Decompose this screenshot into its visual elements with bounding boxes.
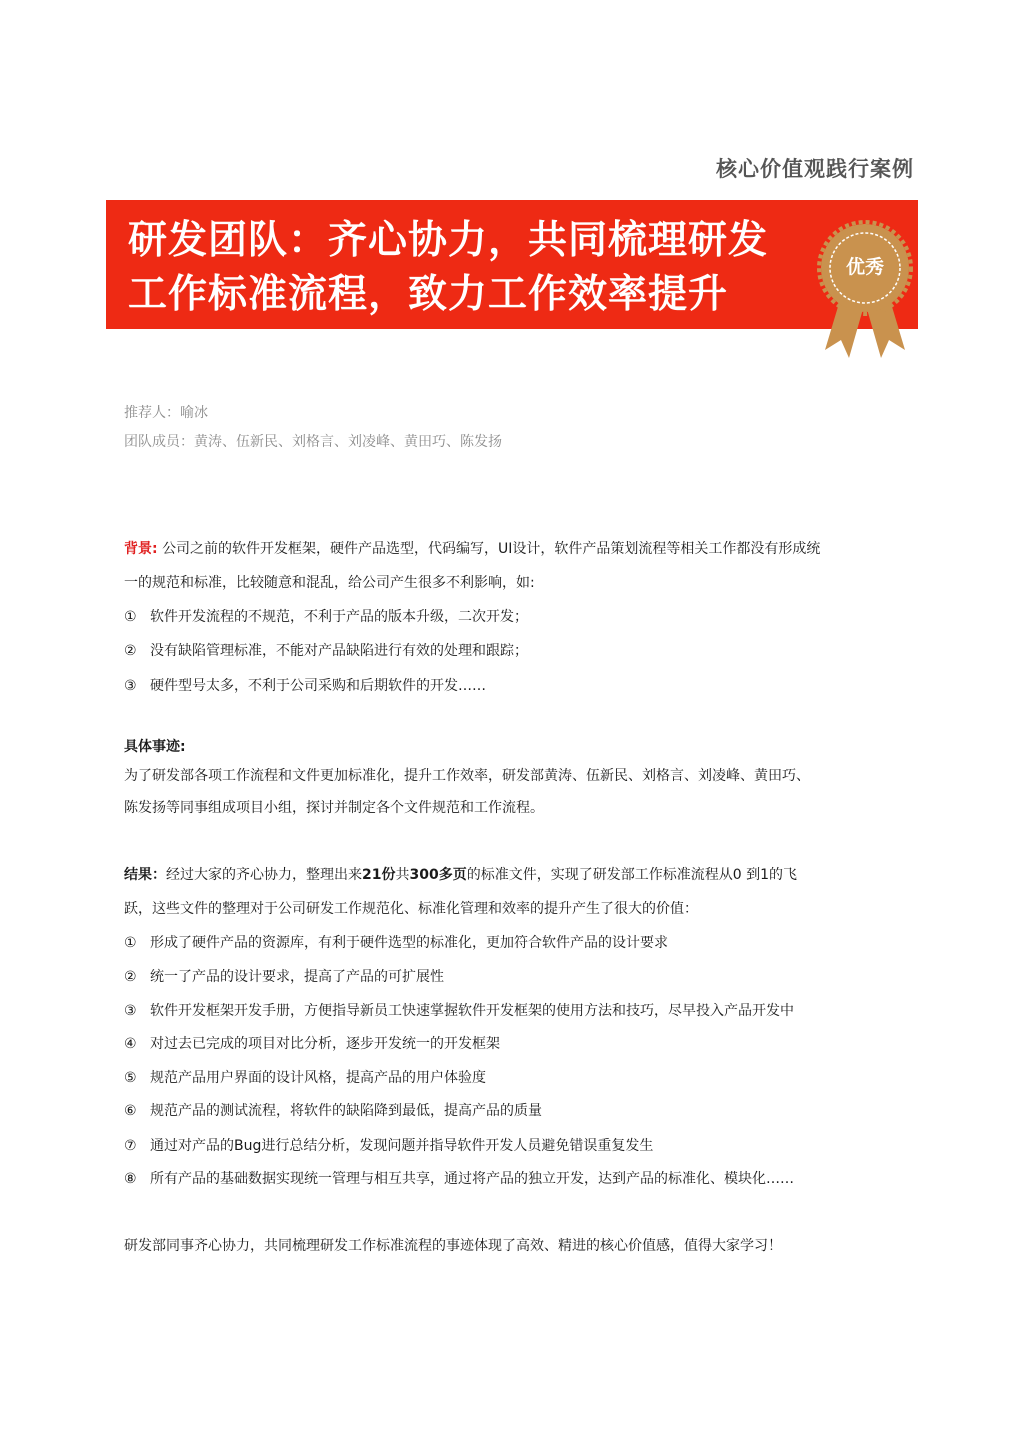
list-item-text: 规范产品用户界面的设计风格，提高产品的用户体验度 xyxy=(150,1070,486,1086)
result-list-item xyxy=(124,1033,500,1053)
title-banner xyxy=(106,200,918,329)
award-ribbon-badge xyxy=(815,220,905,360)
background-text-2: 一的规范和标准，比较随意和混乱，给公司产生很多不利影响，如: xyxy=(124,575,535,591)
result-label: 结果： xyxy=(124,867,166,883)
list-number: ④ xyxy=(124,1036,137,1052)
list-number: ⑧ xyxy=(124,1171,137,1187)
list-item-text: 硬件型号太多，不利于公司采购和后期软件的开发…… xyxy=(150,678,486,694)
list-number: ① xyxy=(124,609,137,625)
list-number: ⑦ xyxy=(124,1138,137,1154)
title-line-2: 工作标准流程，致力工作效率提升 xyxy=(128,272,729,317)
document-title xyxy=(128,214,828,322)
background-paragraph-line-1 xyxy=(124,538,820,558)
list-item-text: 没有缺陷管理标准，不能对产品缺陷进行有效的处理和跟踪； xyxy=(150,643,528,659)
list-item-text: 规范产品的测试流程，将软件的缺陷降到最低，提高产品的质量 xyxy=(150,1103,542,1119)
deeds-text-1: 为了研发部各项工作流程和文件更加标准化，提升工作效率，研发部黄涛、伍新民、刘格言、刘凌峰、黄田巧、 xyxy=(124,768,810,784)
background-list-item xyxy=(124,606,528,626)
list-number: ③ xyxy=(124,678,137,694)
result-paragraph-line-1 xyxy=(124,864,797,884)
document-category-label: 核心价值观践行案例 xyxy=(716,157,914,181)
background-label: 背景: xyxy=(124,541,158,557)
result-list-item xyxy=(124,932,668,952)
list-number: ⑥ xyxy=(124,1103,137,1119)
list-item-text: 所有产品的基础数据实现统一管理与相互共享，通过将产品的独立开发，达到产品的标准化、模块化…… xyxy=(150,1171,794,1187)
result-list-item xyxy=(124,1135,653,1155)
list-item-text: 统一了产品的设计要求，提高了产品的可扩展性 xyxy=(150,969,444,985)
result-list-item xyxy=(124,1067,486,1087)
result-list-item xyxy=(124,966,444,986)
result-text-2: 跃，这些文件的整理对于公司研发工作规范化、标准化管理和效率的提升产生了很大的价值： xyxy=(124,901,698,917)
list-number: ① xyxy=(124,935,137,951)
background-list-item xyxy=(124,640,528,660)
result-text-b: 共 xyxy=(395,867,410,883)
ribbon-rosette-icon xyxy=(815,220,915,360)
list-number: ② xyxy=(124,969,137,985)
conclusion-text: 研发部同事齐心协力，共同梳理研发工作标准流程的事迹体现了高效、精进的核心价值感，值得大家学习！ xyxy=(124,1238,782,1254)
result-list-item xyxy=(124,1000,794,1020)
result-list-item xyxy=(124,1168,794,1188)
background-list-item xyxy=(124,675,486,695)
list-item-text: 软件开发流程的不规范，不利于产品的版本升级，二次开发； xyxy=(150,609,528,625)
list-item-text: 形成了硬件产品的资源库，有利于硬件选型的标准化，更加符合软件产品的设计要求 xyxy=(150,935,668,951)
result-list-item xyxy=(124,1100,542,1120)
result-text-c: 的标准文件，实现了研发部工作标准流程从0 到1的飞 xyxy=(466,867,797,883)
title-line-1: 研发团队：齐心协力，共同梳理研发 xyxy=(128,218,769,263)
background-text-1: 公司之前的软件开发框架，硬件产品选型，代码编写，UI设计，软件产品策划流程等相关工作都没有形成统 xyxy=(162,541,821,557)
team-members: 团队成员：黄涛、伍新民、刘格言、刘凌峰、黄田巧、陈发扬 xyxy=(124,434,502,450)
list-number: ③ xyxy=(124,1003,137,1019)
list-number: ⑤ xyxy=(124,1070,137,1086)
result-text-a: 经过大家的齐心协力，整理出来 xyxy=(166,867,362,883)
deeds-text-2: 陈发扬等同事组成项目小组，探讨并制定各个文件规范和工作流程。 xyxy=(124,800,544,816)
result-count-pages: 300多页 xyxy=(409,867,467,883)
result-count-files: 21份 xyxy=(362,867,396,883)
list-item-text: 软件开发框架开发手册，方便指导新员工快速掌握软件开发框架的使用方法和技巧，尽早投入产品开发中 xyxy=(150,1003,794,1019)
list-number: ② xyxy=(124,643,137,659)
deeds-label: 具体事迹: xyxy=(124,739,186,755)
recommender: 推荐人：喻冰 xyxy=(124,405,208,421)
list-item-text: 对过去已完成的项目对比分析，逐步开发统一的开发框架 xyxy=(150,1036,500,1052)
list-item-text: 通过对产品的Bug进行总结分析，发现问题并指导软件开发人员避免错误重复发生 xyxy=(150,1138,654,1154)
award-badge-label: 优秀 xyxy=(845,256,884,278)
